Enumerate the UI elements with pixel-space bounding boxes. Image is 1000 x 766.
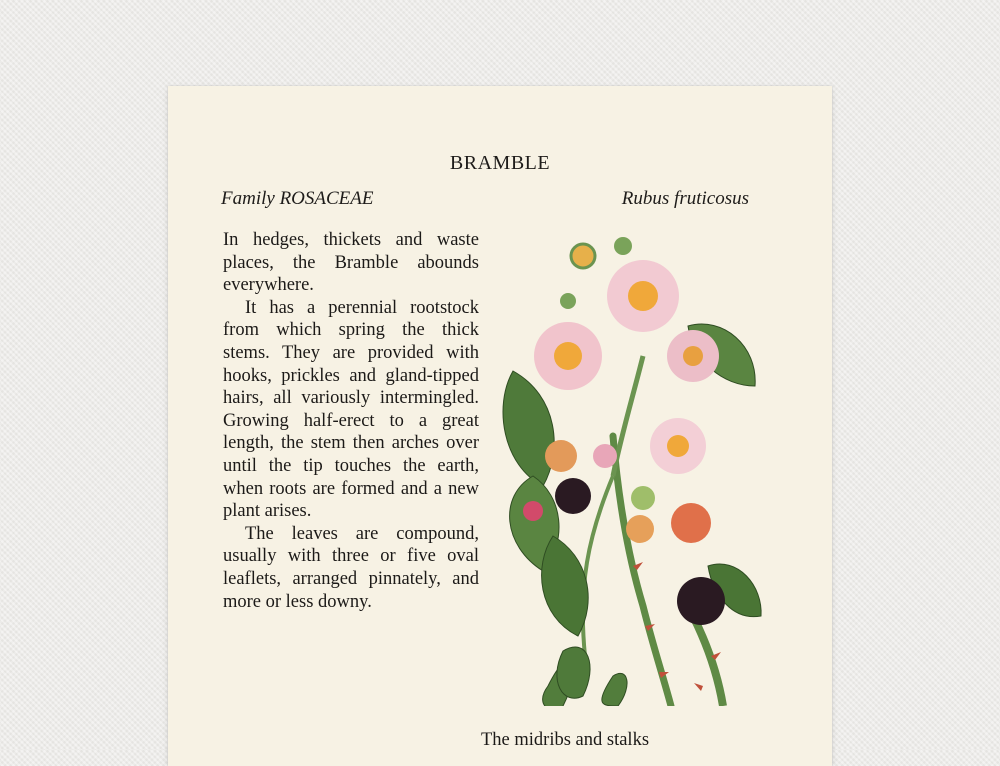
paragraph: The leaves are compound, usually with three or five oval leaflets, arranged pinnately, and more or less downy. <box>223 523 479 612</box>
family-name: Family ROSACEAE <box>221 188 374 209</box>
continuation-text: The midribs and stalks <box>481 730 650 750</box>
species-name: Rubus fruticosus <box>621 188 749 209</box>
paragraph: It has a perennial rootstock from which spring the thick stems. They are provided with hooks, prickles and gland-tipped hairs, all variously intermingled. Growing half-erect to a great length, the stem then arches over until the tip touches the earth, when roots are formed and a new plant arises. <box>223 297 479 522</box>
bramble-illustration <box>493 236 773 706</box>
book-page <box>168 86 832 766</box>
paragraph: In hedges, thickets and waste places, the Bramble abounds everywhere. <box>223 230 479 296</box>
text-column <box>223 229 479 613</box>
page-title: BRAMBLE <box>449 152 551 174</box>
